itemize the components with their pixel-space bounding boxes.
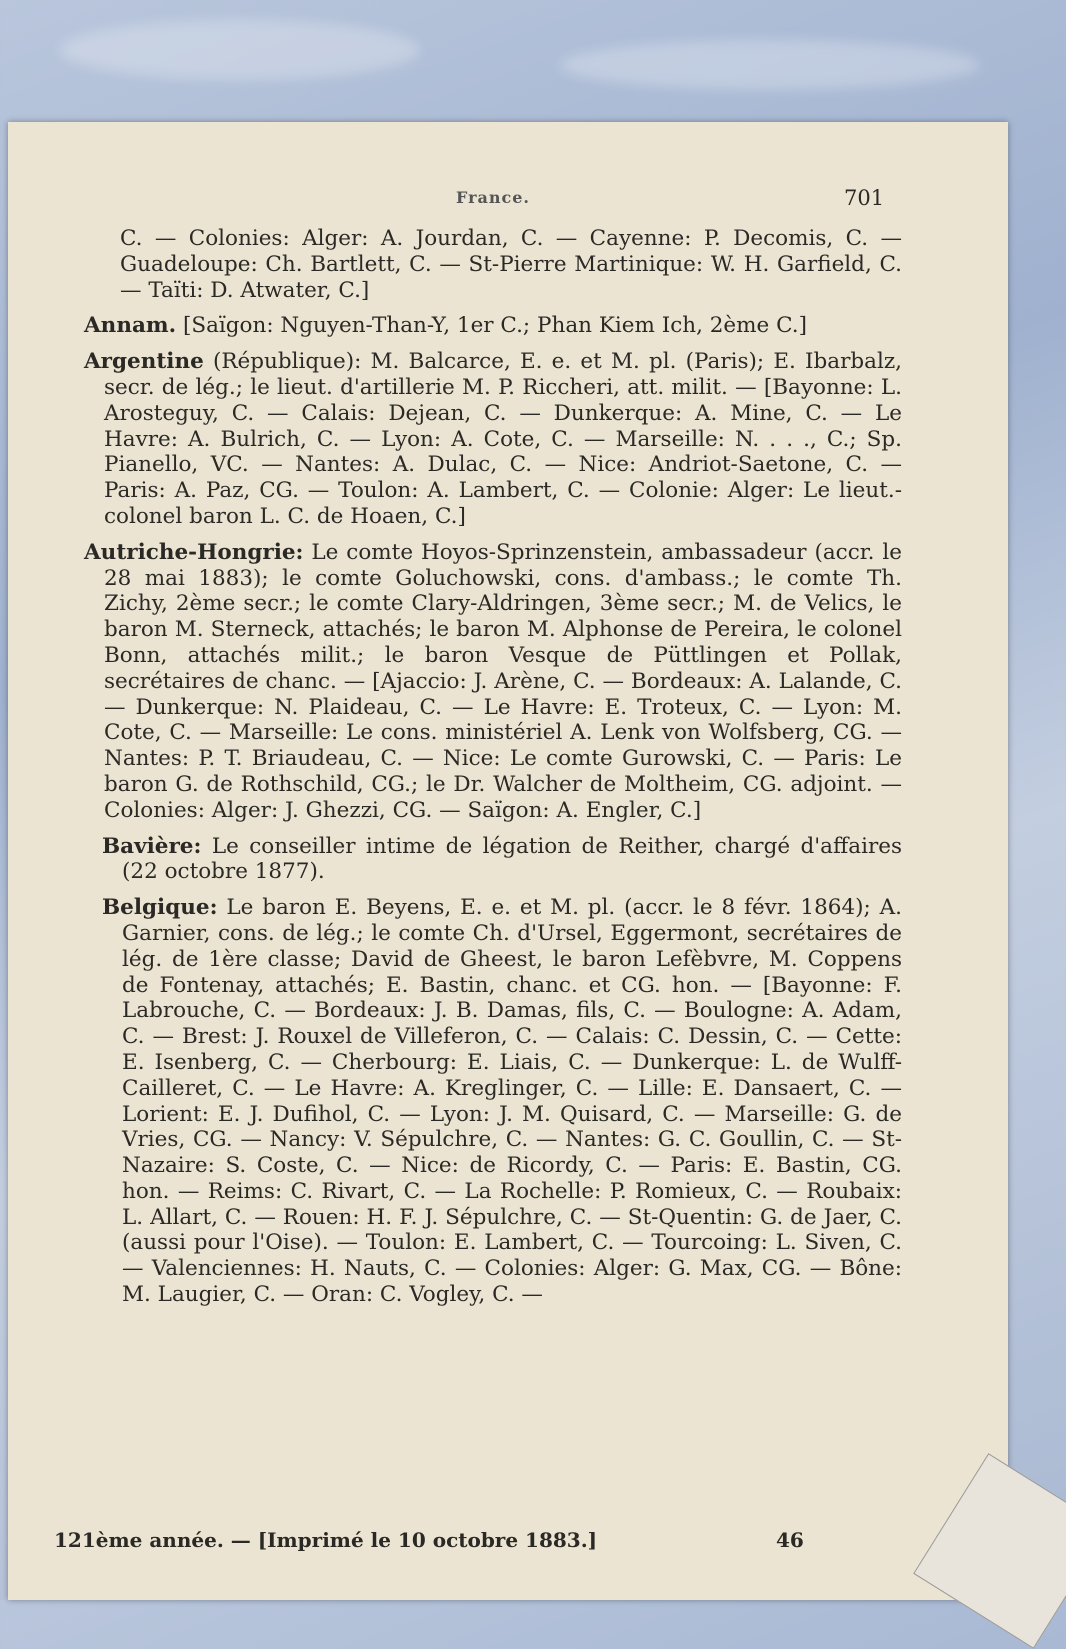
background-fold bbox=[560, 40, 980, 90]
signature-mark: 46 bbox=[776, 1528, 804, 1552]
entry-name: Argentine bbox=[84, 349, 204, 375]
entry-argentine bbox=[84, 349, 902, 530]
entry-autriche-hongrie bbox=[84, 540, 902, 824]
page-number: 701 bbox=[844, 186, 885, 210]
entry-text: Le conseiller intime de légation de Reither, chargé d'affaires (22 octobre 1877). bbox=[122, 833, 902, 885]
entry-text: [Saïgon: Nguyen-Than-Y, 1er C.; Phan Kiem Ich, 2ème C.] bbox=[182, 313, 808, 339]
entry-belgique bbox=[84, 895, 902, 1308]
background-fold bbox=[60, 20, 420, 80]
entry-text: (République): M. Balcarce, E. e. et M. pl. (Paris); E. Ibarbalz, secr. de lég.; le lieut. d'artillerie M. P. Riccheri, att. milit. — [Bayonne: L. Arosteguy, C. — Calais: Dejean, C. — Dunkerque: A. Mine, C. — Le Havre: A. Bulrich, C. — Lyon: A. Cote, C. — Marseille: N. . . ., C.; Sp. Pianello, VC. — Nantes: A. Dulac, C. — Nice: Andriot-Saetone, C. — Paris: A. Paz, CG. — Toulon: A. Lambert, C. — Colonie: Alger: Le lieut.-colonel baron L. C. de Hoaen, C.] bbox=[104, 349, 902, 529]
body-text bbox=[84, 226, 902, 1318]
entry-text: C. — Colonies: Alger: A. Jourdan, C. — Cayenne: P. Decomis, C. — Guadeloupe: Ch. Bartlett, C. — St-Pierre Martinique: W. H. Garfield, C. — Taïti: D. Atwater, C.] bbox=[120, 226, 902, 303]
entry-baviere bbox=[84, 834, 902, 886]
entry-text: Le baron E. Beyens, E. e. et M. pl. (accr. le 8 févr. 1864); A. Garnier, cons. de lég.; le comte Ch. d'Ursel, Eggermont, secrétaires de lég. de 1ère classe; David de Gheest, le baron Lefèbvre, M. Coppens de Fontenay, attachés; E. Bastin, chanc. et CG. hon. — [Bayonne: F. Labrouche, C. — Bordeaux: J. B. Damas, fils, C. — Boulogne: A. Adam, C. — Brest: J. Rouxel de Villeferon, C. — Calais: C. Dessin, C. — Cette: E. Isenberg, C. — Cherbourg: E. Liais, C. — Dunkerque: L. de Wulff-Cailleret, C. — Le Havre: A. Kreglinger, C. — Lille: E. Dansaert, C. — Lorient: E. J. Dufihol, C. — Lyon: J. M. Quisard, C. — Marseille: G. de Vries, CG. — Nancy: V. Sépulchre, C. — Nantes: G. C. Goullin, C. — St-Nazaire: S. Coste, C. — Nice: de Ricordy, C. — Paris: E. Bastin, CG. hon. — Reims: C. Rivart, C. — La Rochelle: P. Romieux, C. — Roubaix: L. Allart, C. — Rouen: H. F. J. Sépulchre, C. — St-Quentin: G. de Jaer, C. (aussi pour l'Oise). — Toulon: E. Lambert, C. — Tourcoing: L. Siven, C. — Valenciennes: H. Nauts, C. — Colonies: Alger: G. Max, CG. — Bône: M. Laugier, C. — Oran: C. Vogley, C. — bbox=[122, 895, 902, 1308]
entry-name: Annam. bbox=[84, 313, 177, 339]
page-footer bbox=[54, 1528, 954, 1552]
book-page bbox=[8, 122, 1008, 1600]
entry-text: Le comte Hoyos-Sprinzenstein, ambassadeur (accr. le 28 mai 1883); le comte Goluchowski, cons. d'ambass.; le comte Th. Zichy, 2ème secr.; le comte Clary-Aldringen, 3ème secr.; M. de Velics, le baron M. Sterneck, attachés; le baron M. Alphonse de Pereira, le colonel Bonn, attachés milit.; le baron Vesque de Püttlingen et Pollak, secrétaires de chanc. — [Ajaccio: J. Arène, C. — Bordeaux: A. Lalande, C. — Dunkerque: N. Plaideau, C. — Le Havre: E. Troteux, C. — Lyon: M. Cote, C. — Marseille: Le cons. ministériel A. Lenk von Wolfsberg, CG. — Nantes: P. T. Briaudeau, C. — Nice: Le comte Gurowski, C. — Paris: Le baron G. de Rothschild, CG.; le Dr. Walcher de Moltheim, CG. adjoint. — Colonies: Alger: J. Ghezzi, CG. — Saïgon: A. Engler, C.] bbox=[104, 539, 902, 823]
entry-continued bbox=[84, 226, 902, 303]
imprint-line: 121ème année. — [Imprimé le 10 octobre 1883.] bbox=[54, 1528, 598, 1552]
entry-name: Autriche-Hongrie: bbox=[84, 539, 304, 565]
entry-annam bbox=[84, 313, 902, 339]
running-head: France. bbox=[456, 188, 530, 207]
entry-name: Belgique: bbox=[102, 895, 218, 921]
entry-name: Bavière: bbox=[102, 833, 202, 859]
